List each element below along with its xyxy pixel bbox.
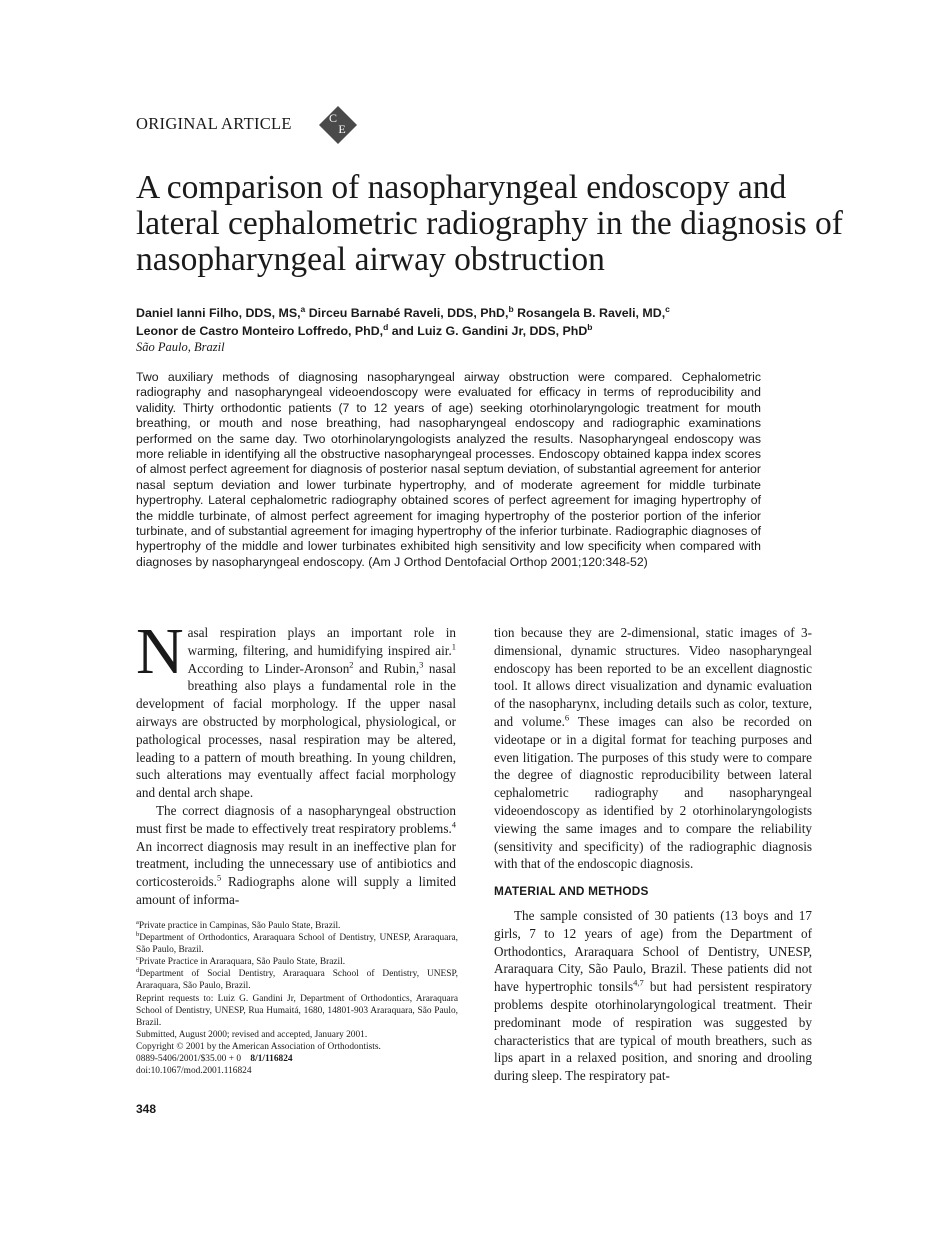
purpose-paragraph: [494, 624, 812, 873]
text-run: but had persistent respiratory problems despite otorhinolaryngological treatment. Their predominant mode of respiration was suggested by characteristics that are typical of mouth breathers, such as lips apart in a relaxed position, and snoring and drooling during sleep. The respiratory pat-: [494, 979, 813, 1084]
footnote-text: Department of Orthodontics, Araraquara School of Dentistry, UNESP, Araraquara, São Paulo, Brazil.: [136, 933, 458, 956]
text-run: and Rubin,: [353, 660, 420, 676]
citation-ref: 3: [419, 659, 424, 670]
citation-ref: 1: [451, 641, 456, 652]
sample-paragraph: [494, 907, 812, 1085]
footnote: [136, 956, 458, 968]
section-heading-methods: MATERIAL AND METHODS: [494, 884, 649, 899]
footnote-marker: b: [136, 930, 140, 938]
text-run: According to Linder-Aronson: [187, 660, 350, 676]
author-list: [136, 304, 836, 340]
footnote-text: Copyright © 2001 by the American Association of Orthodontists.: [136, 1041, 381, 1052]
footnote-marker: a: [136, 918, 139, 926]
footnote-code: 8/1/116824: [250, 1054, 293, 1065]
footnotes: [136, 920, 458, 1077]
citation-ref: 5: [216, 872, 222, 883]
affiliation-marker: c: [665, 303, 670, 314]
intro-paragraph: [136, 615, 456, 802]
ce-credit-diamond-icon: [318, 105, 358, 145]
author-name: Leonor de Castro Monteiro Loffredo, PhD,: [136, 324, 384, 338]
footnote-text: 0889-5406/2001/$35.00 + 0: [136, 1054, 242, 1065]
footnote: [136, 920, 458, 932]
page-number: 348: [136, 1102, 157, 1116]
badge-letter-top: C: [328, 111, 338, 125]
author-name: Rosangela B. Raveli, MD,: [517, 306, 666, 320]
text-run: tion because they are 2-dimensional, static images of 3-dimensional, dynamic structures. Video nasopharyngeal endoscopy has been reported to be an excellent diagnostic tool. It allows direct visualization and dynamic evaluation of the nasopharynx, including details such as color, texture, and volume.: [494, 625, 812, 729]
text-run: Radiographs alone will supply a limited amount of informa-: [136, 874, 456, 907]
affiliation-marker: d: [383, 321, 389, 332]
text-run: asal respiration plays an important role in warming, filtering, and humidifying inspired air.: [187, 625, 456, 658]
footnote-text: Private Practice in Araraquara, São Paulo State, Brazil.: [138, 957, 346, 968]
footnote: [136, 1041, 458, 1053]
citation-ref: 6: [564, 712, 570, 723]
footnote: [136, 968, 458, 992]
text-run: The sample consisted of 30 patients (13 boys and 17 girls, 7 to 12 years of age) from the Department of Orthodontics, Araraquara School of Dentistry, UNESP, Araraquara City, São Paulo, Brazil. These patients did not have hypertrophic tonsils: [494, 907, 812, 995]
text-run: nasal breathing also plays a fundamental role in the development of facial morphology. If the upper nasal airways are obstructed by morphological, physiological, or pathological processes, nasal respiration may be altered, leading to a pattern of mouth breathing. In young children, such alterations may eventually affect facial morphology and dental arch shape.: [136, 660, 456, 801]
footnote-text: doi:10.1067/mod.2001.116824: [136, 1066, 252, 1077]
intro-paragraph-text: [136, 615, 456, 801]
footnote: [136, 1053, 458, 1065]
abstract: Two auxiliary methods of diagnosing nasopharyngeal airway obstruction were compared. Cephalometric radiography and nasopharyngeal videoendoscopy were evaluated for efficacy in terms of reproducibility and validity. Thirty orthodontic patients (7 to 12 years of age) seeking otorhinolaryngologic treatment for mouth breathing, or mouth and nose breathing, had nasopharyngeal endoscopy and radiographic examinations performed on the same day. Two otorhinolaryngologists analyzed the results. Nasopharyngeal endoscopy was more reliable in identifying all the obstructive nasopharyngeal processes. Endoscopy obtained kappa index scores of almost perfect agreement for diagnosis of posterior nasal septum deviation, of substantial agreement for anterior nasal septum deviation and lower turbinate hypertrophy, and of moderate agreement for middle turbinate hypertrophy. Lateral cephalometric radiography obtained scores of perfect agreement for imaging hypertrophy of the middle turbinate, of almost perfect agreement for imaging hypertrophy of the posterior portion of the inferior turbinate, and of substantial agreement for imaging hypertrophy of the inferior turbinate. Radiographic diagnoses of hypertrophy of the middle and lower turbinates exhibited high sensitivity and low specificity when compared with diagnoses by nasopharyngeal endoscopy. (Am J Orthod Dentofacial Orthop 2001;120:348-52): [136, 370, 761, 569]
citation-ref: 2: [349, 659, 354, 670]
text-run: An incorrect diagnosis may result in an ineffective plan for treatment, including the unnecessary use of antibiotics and corticosteroids.: [136, 838, 456, 890]
body-column-right: [494, 624, 812, 1085]
footnote-text: Department of Social Dentistry, Araraquara School of Dentistry, UNESP, Araraquara, São Paulo, Brazil.: [136, 969, 458, 992]
footnote-text: Private practice in Campinas, São Paulo State, Brazil.: [138, 921, 341, 931]
footnote-marker: c: [136, 955, 139, 963]
author-name: Luiz G. Gandini Jr, DDS, PhD: [417, 324, 588, 338]
author-location: São Paulo, Brazil: [136, 340, 225, 354]
footnote: [136, 932, 458, 956]
drop-cap: N: [136, 615, 184, 688]
footnote-text: Reprint requests to: Luiz G. Gandini Jr, Department of Orthodontics, Araraquara School of Dentistry, UNESP, Rua Humaitá, 1680, 14801-903 Araraquara, São Paulo, Brazil.: [136, 993, 458, 1028]
footnote: [136, 993, 458, 1029]
author-name: Dirceu Barnabé Raveli, DDS, PhD,: [308, 306, 509, 320]
citation-ref: 4: [451, 819, 456, 830]
footnote-marker: d: [136, 967, 140, 975]
author-separator: and: [388, 324, 418, 338]
section-label: ORIGINAL ARTICLE: [136, 114, 292, 133]
text-run: The correct diagnosis of a nasopharyngeal obstruction must first be made to effectively treat respiratory problems.: [136, 802, 456, 836]
text-run: These images can also be recorded on videotape or in a digital format for teaching purposes and even litigation. The purposes of this study were to compare the degree of diagnostic reproducibility between lateral cephalometric radiography and nasopharyngeal videoendoscopy as identified by 2 otorhinolaryngologists viewing the same images and to compare the reliability (sensitivity and specificity) of the radiographic diagnosis with that of the endoscopic diagnosis.: [494, 713, 812, 872]
diagnosis-paragraph: [136, 802, 456, 909]
affiliation-marker: a: [300, 303, 306, 314]
affiliation-marker: b: [587, 321, 593, 332]
article-title: A comparison of nasopharyngeal endoscopy and lateral cephalometric radiography in the diagnosis of nasopharyngeal airway obstruction: [136, 169, 843, 278]
affiliation-marker: b: [508, 303, 514, 314]
badge-letter-bottom: E: [338, 122, 346, 136]
footnote: [136, 1065, 458, 1077]
author-name: Daniel Ianni Filho, DDS, MS,: [136, 306, 301, 320]
footnote-text: Submitted, August 2000; revised and accepted, January 2001.: [136, 1029, 368, 1040]
footnote: [136, 1029, 458, 1041]
citation-ref: 4,7: [633, 977, 644, 988]
body-column-left: [136, 615, 456, 909]
